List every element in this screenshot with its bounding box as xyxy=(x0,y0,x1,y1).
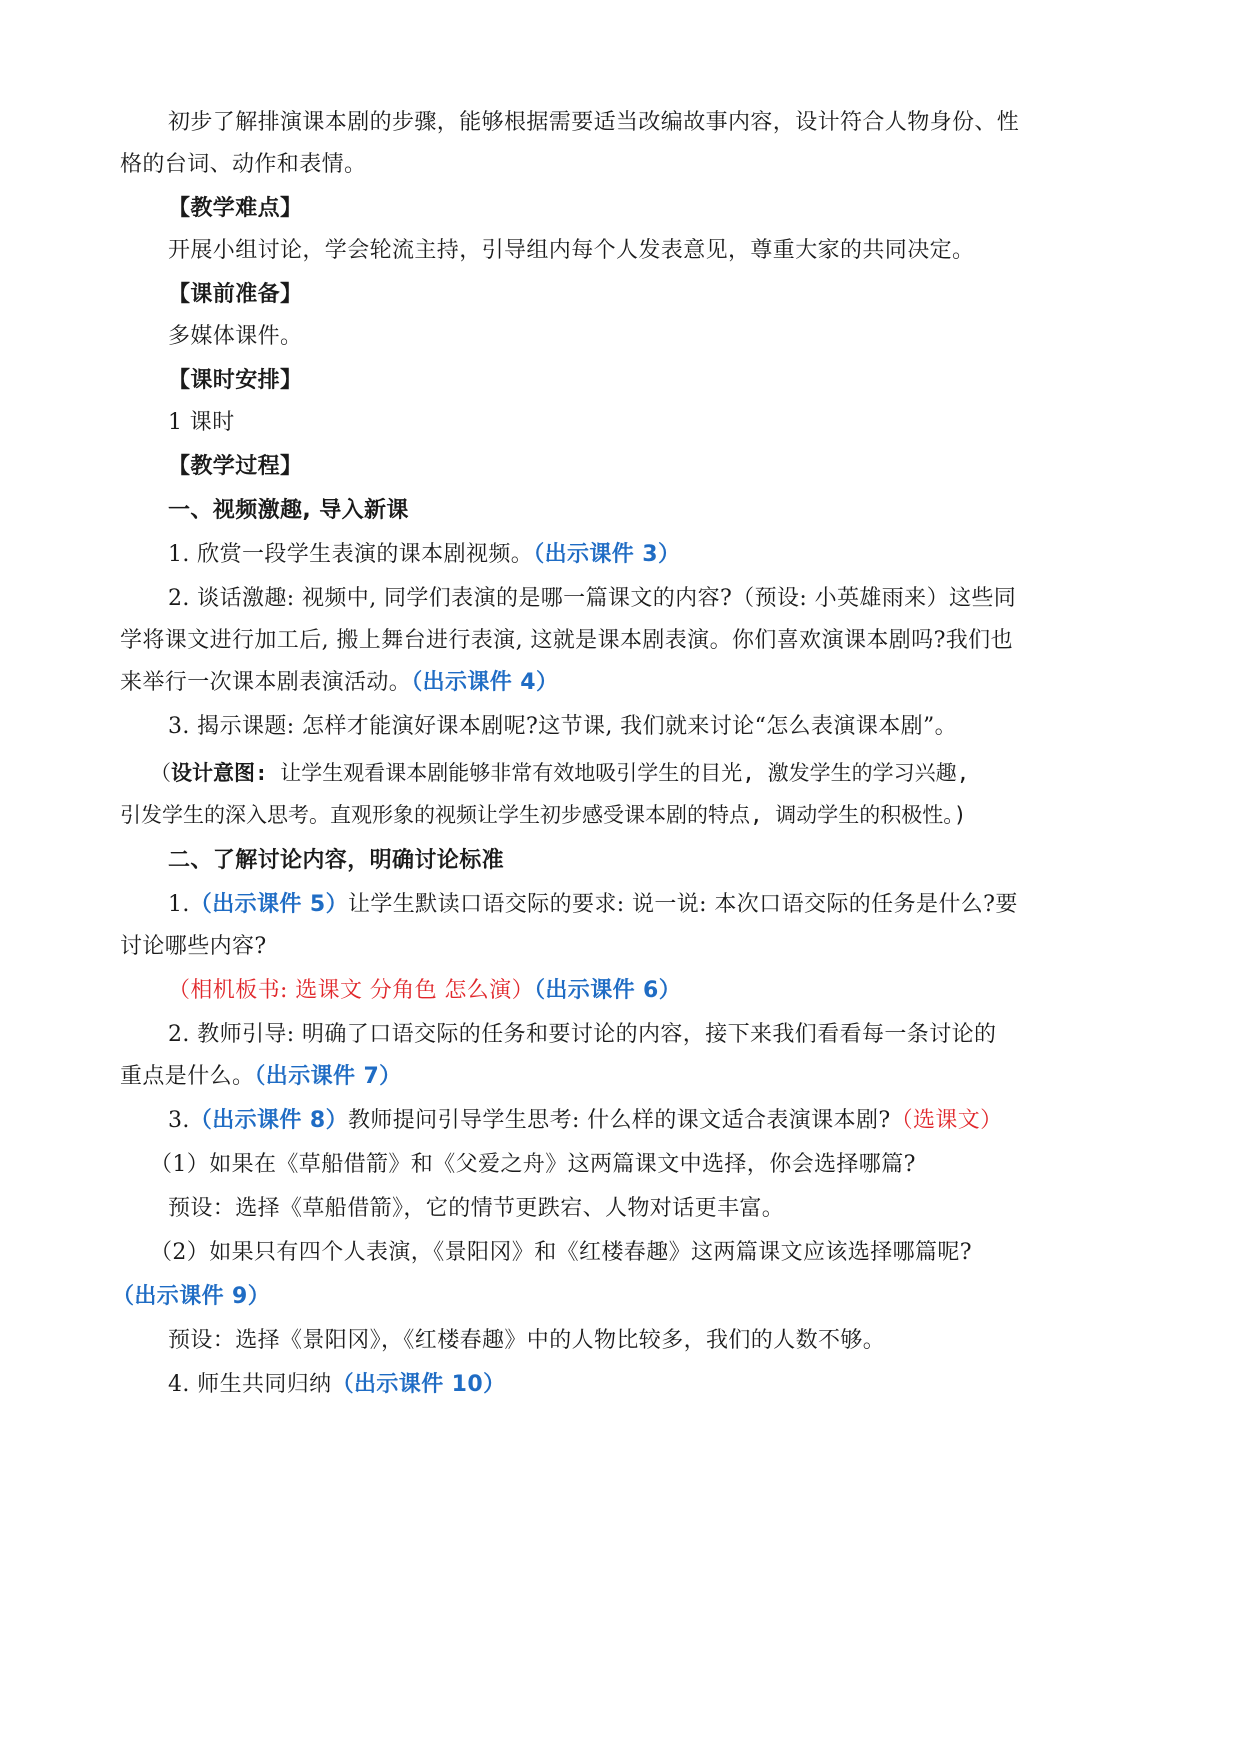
step-1-2-line-1: 2. 谈话激趣: 视频中, 同学们表演的是哪一篇课文的内容?（预设: 小英雄雨来）这些同 xyxy=(168,586,1017,611)
preparation-text: 多媒体课件。 xyxy=(168,324,303,349)
design-label: 设计意图: xyxy=(171,761,268,785)
step-1-1 xyxy=(168,540,680,570)
step-text: 1. 欣赏一段学生表演的课本剧视频。 xyxy=(168,542,534,567)
step-number: 1. xyxy=(168,892,190,917)
step-2-2-line-2 xyxy=(120,1062,402,1092)
step-2-3 xyxy=(168,1106,1003,1136)
courseware-ref: （出示课件 7） xyxy=(254,1064,402,1089)
design-intent-line-2: 引发学生的深入思考。直观形象的视频让学生初步感受课本剧的特点, 调动学生的积极性。) xyxy=(120,803,967,827)
step-text: 教师提问引导学生思考: 什么样的课文适合表演课本剧? xyxy=(347,1108,891,1133)
objective-line-2: 格的台词、动作和表情。 xyxy=(120,152,367,177)
step-text: 4. 师生共同归纳 xyxy=(168,1372,332,1397)
question-2: （2）如果只有四个人表演，《景阳冈》和《红楼春趣》这两篇课文应该选择哪篇呢? xyxy=(150,1240,972,1265)
step-1-3: 3. 揭示课题: 怎样才能演好课本剧呢?这节课, 我们就来讨论“怎么表演课本剧”。 xyxy=(168,714,958,739)
step-text: 重点是什么。 xyxy=(120,1064,255,1089)
section-1-title: 一、视频激趣, 导入新课 xyxy=(168,498,409,523)
heading-schedule: 【课时安排】 xyxy=(168,368,303,393)
difficulty-text: 开展小组讨论，学会轮流主持，引导组内每个人发表意见，尊重大家的共同决定。 xyxy=(168,238,975,263)
step-2-2-line-1: 2. 教师引导: 明确了口语交际的任务和要讨论的内容，接下来我们看看每一条讨论的 xyxy=(168,1022,997,1047)
step-number: 3. xyxy=(168,1108,190,1133)
answer-1: 预设：选择《草船借箭》，它的情节更跌宕、人物对话更丰富。 xyxy=(168,1196,785,1221)
courseware-ref: （出示课件 9） xyxy=(112,1284,271,1309)
design-intent-line-1 xyxy=(150,758,969,788)
step-text: 让学生默读口语交际的要求: 说一说: 本次口语交际的任务是什么?要 xyxy=(347,892,1018,917)
step-text: 来举行一次课本剧表演活动。 xyxy=(120,670,412,695)
heading-teaching-difficulty: 【教学难点】 xyxy=(168,196,303,221)
step-2-4 xyxy=(168,1370,505,1400)
step-2-1-line-2: 讨论哪些内容? xyxy=(120,934,267,959)
board-notes xyxy=(168,976,681,1006)
courseware-ref: （出示课件 5） xyxy=(189,892,348,917)
courseware-ref: （出示课件 8） xyxy=(189,1108,348,1133)
objective-line-1: 初步了解排演课本剧的步骤，能够根据需要适当改编故事内容，设计符合人物身份、性 xyxy=(168,110,1020,135)
courseware-ref: （出示课件 10） xyxy=(331,1372,506,1397)
board-tag: （选课文） xyxy=(890,1108,1003,1133)
design-open: （ xyxy=(150,761,171,785)
step-1-2-line-2: 学将课文进行加工后, 搬上舞台进行表演, 这就是课本剧表演。你们喜欢演课本剧吗?我们也 xyxy=(120,628,1013,653)
question-1: （1）如果在《草船借箭》和《父爱之舟》这两篇课文中选择，你会选择哪篇? xyxy=(150,1152,916,1177)
step-2-1-line-1 xyxy=(168,890,1018,920)
courseware-ref: （出示课件 4） xyxy=(411,670,559,695)
section-2-title: 二、了解讨论内容，明确讨论标准 xyxy=(168,848,505,873)
heading-process: 【教学过程】 xyxy=(168,454,303,479)
step-1-2-line-3 xyxy=(120,668,558,698)
board-text: （相机板书: 选课文 分角色 怎么演） xyxy=(168,978,534,1003)
schedule-text: 1 课时 xyxy=(168,410,235,435)
answer-2: 预设：选择《景阳冈》，《红楼春趣》中的人物比较多，我们的人数不够。 xyxy=(168,1328,886,1353)
courseware-ref: （出示课件 6） xyxy=(534,978,682,1003)
heading-preparation: 【课前准备】 xyxy=(168,282,303,307)
design-text: 让学生观看课本剧能够非常有效地吸引学生的目光, 激发学生的学习兴趣, xyxy=(267,761,970,785)
courseware-ref: （出示课件 3） xyxy=(533,542,681,567)
